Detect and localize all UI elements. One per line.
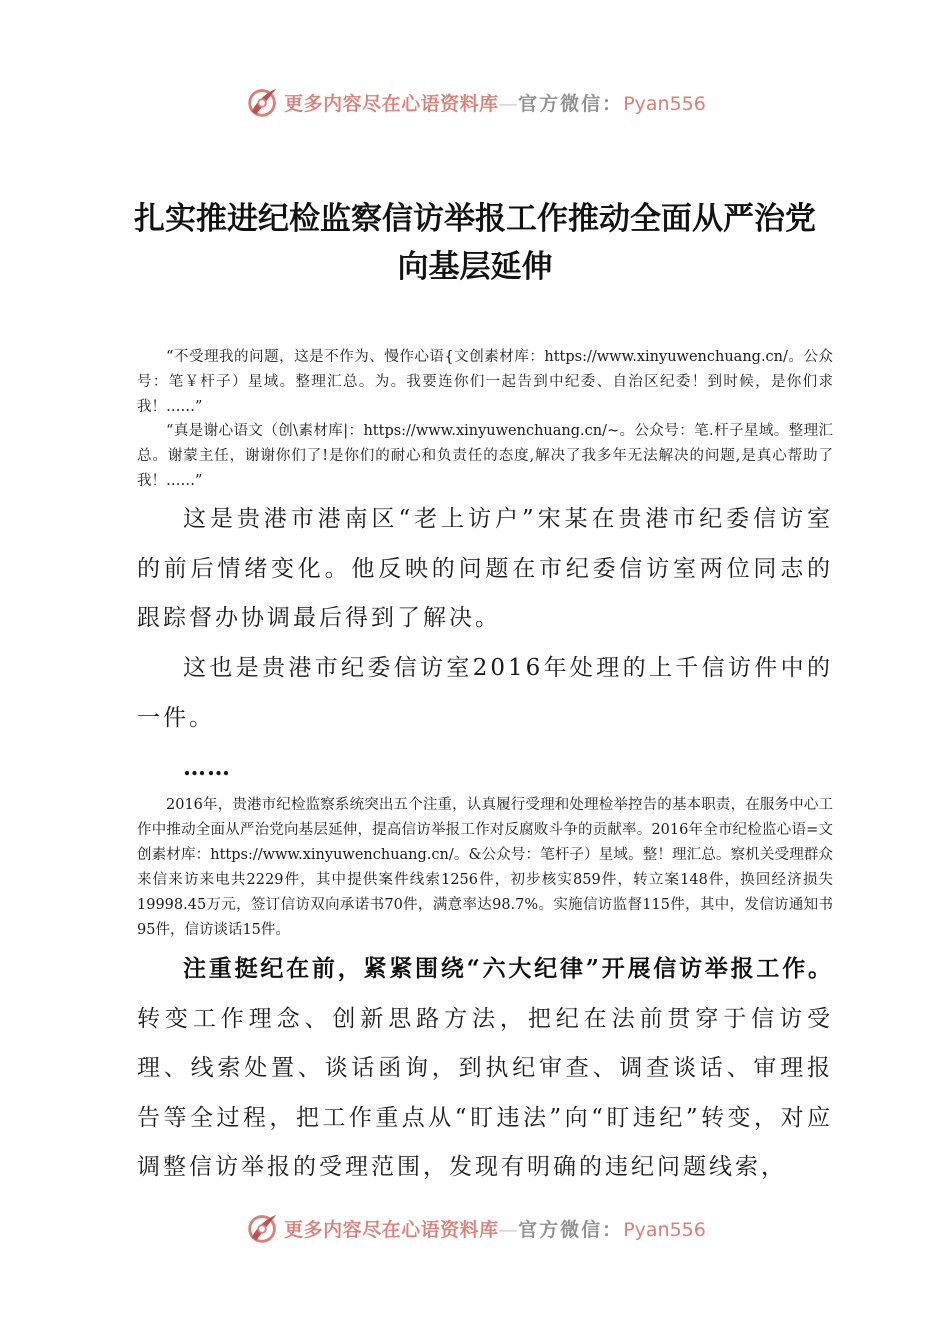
banner-wechat-handle: Pyan556 <box>623 92 706 115</box>
banner-text <box>284 1215 706 1242</box>
document-title: 扎实推进纪检监察信访举报工作推动全面从严治党向基层延伸 <box>134 201 816 285</box>
footer-watermark-banner <box>0 1206 950 1250</box>
banner-official-label: 官方微信： <box>518 1218 624 1241</box>
banner-brand: 更多内容尽在心语资料库 <box>284 1218 499 1241</box>
paragraph-4-body: 转变工作理念、创新思路方法，把纪在法前贯穿于信访受理、线索处置、谈话函询，到执纪审查、调查谈话、审理报告等全过程，把工作重点从“盯违法”向“盯违纪”转变，对应调整信访举报的受理范围，发现有明确的违纪问题线索， <box>137 1005 833 1180</box>
banner-brand: 更多内容尽在心语资料库 <box>284 92 499 115</box>
banner-official-label: 官方微信： <box>518 92 624 115</box>
paragraph-4-lead: 注重挺纪在前，紧紧围绕“六大纪律”开展信访举报工作。 <box>183 955 833 982</box>
statistics-paragraph: 2016年，贵港市纪检监察系统突出五个注重，认真履行受理和处理检举控告的基本职责，在服务中心工作中推动全面从严治党向基层延伸，提高信访举报工作对反腐败斗争的贡献率。2016年全市纪检监心语=文创素材库：https://www.xinyuwenchuang.cn/。&公众号：笔杆子）星域。整！理汇总。察机关受理群众来信来访来电共2229件，其中提供案件线索1256件，初步核实859件，转立案148件，换回经济损失19998.45万元，签订信访双向承诺书70件，满意率达98.7%。实施信访监督115件，其中，发信访通知书95件，信访谈话15件。 <box>137 797 833 938</box>
banner-text <box>284 89 706 116</box>
banner-wechat-handle: Pyan556 <box>623 1218 706 1241</box>
body-paragraph-4 <box>137 944 833 1193</box>
quote-paragraph-2: “真是谢心语文（创\素材库|：https://www.xinyuwenchuang.cn/~。公众号：笔.杆子星域。整理汇总。谢蒙主任，谢谢你们了!是你们的耐心和负责任的态度,解决了我多年无法解决的问题,是真心帮助了我！……” <box>137 423 833 489</box>
quote-paragraph-1: “不受理我的问题，这是不作为、慢作心语{文创素材库：https://www.xinyuwenchuang.cn/。公众号：笔￥杆子）星域。整理汇总。为。我要连你们一起告到中纪委、自治区纪委！到时候，是你们求我！……” <box>137 349 833 415</box>
body-paragraph-2: 这也是贵港市纪委信访室2016年处理的上千信访件中的一件。 <box>137 655 833 731</box>
banner-dash: — <box>498 1218 519 1241</box>
brush-logo-icon <box>244 83 282 121</box>
banner-dash: — <box>498 92 519 115</box>
brush-logo-icon <box>244 1209 282 1247</box>
header-watermark-banner <box>0 80 950 124</box>
ellipsis-line: …… <box>183 754 231 781</box>
body-paragraph-1: 这是贵港市港南区“老上访户”宋某在贵港市纪委信访室的前后情绪变化。他反映的问题在市纪委信访室两位同志的跟踪督办协调最后得到了解决。 <box>137 506 833 631</box>
